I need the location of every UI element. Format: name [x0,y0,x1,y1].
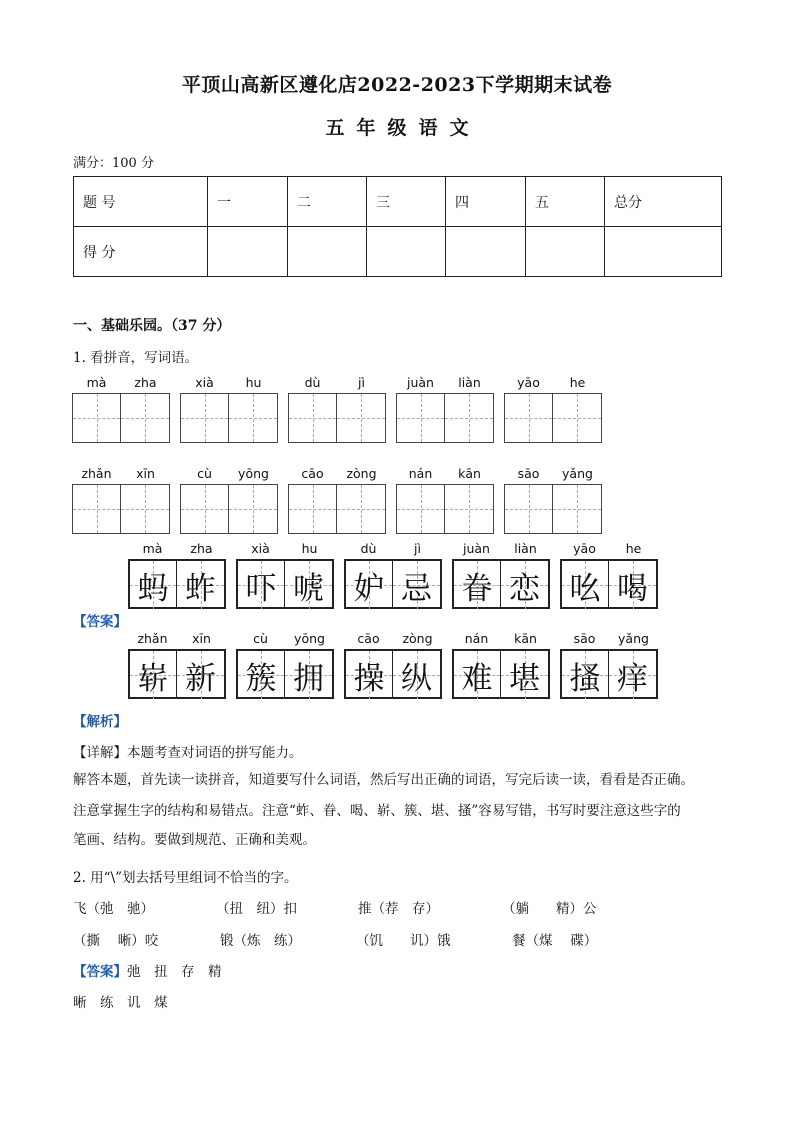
pinyin: he [569,375,586,390]
score-cell: 总分 [605,177,722,227]
pinyin-grid [504,466,602,536]
score-table-header-row [74,177,722,227]
q2-answer-line [73,960,222,980]
answer-tag: 【答案】 [73,614,127,630]
pinyin: xīn [192,631,211,646]
pinyin: cāo [357,631,380,646]
q2-answer: 弛 扭 存 精 [127,964,222,980]
pinyin: cāo [301,466,324,481]
q2-item: 餐（煤 碟） [512,933,598,949]
pinyin: mà [86,375,107,390]
pinyin: liàn [514,541,537,556]
score-table-score-row [74,227,722,277]
full-score-note: 满分：100 分 [73,156,154,171]
score-cell: 三 [367,177,446,227]
pinyin: xià [195,375,214,390]
answer-char: 操 [353,660,385,697]
pinyin: juàn [463,541,490,556]
pinyin: zhǎn [81,466,112,481]
write-cell[interactable] [505,485,553,533]
answer-char: 蚱 [185,570,216,607]
pinyin: yāo [517,375,540,390]
score-cell: 题 号 [74,177,208,227]
score-input-cell[interactable] [367,227,446,277]
score-cell: 四 [446,177,526,227]
score-input-cell[interactable] [526,227,605,277]
pinyin: yōng [294,631,325,646]
write-cell[interactable] [505,394,553,442]
detail-text: 本题考查对词语的拼写能力。 [127,745,303,761]
pinyin: nán [464,631,489,646]
pinyin: sāo [573,631,596,646]
q2-item: （饥 讥）饿 [356,933,451,949]
score-input-cell[interactable] [605,227,722,277]
answer-char: 拥 [293,660,324,697]
pinyin-grid [72,466,170,536]
q2-item: 推（荐 存） [358,901,439,917]
analysis-para: 解答本题，首先读一读拼音，知道要写什么词语，然后写出正确的词语，写完后读一读，看看是否正确。 [73,772,694,788]
q2-item: 飞（弛 驰） [73,901,154,917]
pinyin: yǎng [562,466,593,481]
score-input-cell[interactable] [208,227,288,277]
pinyin: dù [360,541,377,556]
answer-char: 崭 [137,660,169,697]
analysis-tag: 【解析】 [73,714,127,730]
pinyin: xià [251,541,270,556]
pinyin: cù [197,466,212,481]
write-cell[interactable] [445,485,493,533]
pinyin: yāo [573,541,596,556]
exam-subtitle: 五年级语文 [325,117,481,139]
pinyin-grid [72,375,170,445]
answer-grid [128,541,226,611]
pinyin: kān [514,631,537,646]
answer-grid [128,631,226,701]
pinyin: kān [458,466,481,481]
answer-grid [344,541,442,611]
answer-char: 蚂 [137,570,169,607]
score-input-cell[interactable] [446,227,526,277]
pinyin: nán [408,466,433,481]
q2-item: （撕 晰）咬 [73,933,159,949]
pinyin: mà [142,541,163,556]
pinyin: hu [245,375,262,390]
pinyin-grid [396,375,494,445]
write-cell[interactable] [121,485,169,533]
pinyin-grid [504,375,602,445]
score-cell: 一 [208,177,288,227]
pinyin: xīn [136,466,155,481]
score-input-cell[interactable] [288,227,367,277]
q2-item: （扭 纽）扣 [216,901,297,917]
answer-char: 难 [461,660,493,697]
answer-char: 喝 [617,570,648,607]
answer-char: 吓 [245,570,277,607]
answer-tag: 【答案】 [73,964,127,980]
answer-grid [236,631,334,701]
pinyin: cù [253,631,268,646]
answer-char: 纵 [401,660,432,697]
answer-char: 眷 [461,570,493,607]
pinyin: dù [304,375,321,390]
answer-grid [560,541,658,611]
pinyin: liàn [458,375,481,390]
q2-answer: 晰 练 讥 煤 [73,995,168,1011]
answer-char: 忌 [401,570,432,607]
pinyin-grid [396,466,494,536]
pinyin: yǎng [618,631,649,646]
write-cell[interactable] [553,485,601,533]
write-cell[interactable] [397,485,445,533]
answer-char: 痒 [617,660,648,697]
answer-grid [452,541,550,611]
write-cell[interactable] [337,394,385,442]
pinyin: jì [358,375,365,390]
pinyin-grid [288,375,386,445]
score-cell: 五 [526,177,605,227]
answer-grid [236,541,334,611]
answer-char: 簇 [245,660,277,697]
exam-title: 平顶山高新区遵化店2022-2023下学期期末试卷 [181,74,613,96]
answer-char: 新 [185,660,216,697]
write-cell[interactable] [229,485,277,533]
write-cell[interactable] [181,394,229,442]
score-table [73,176,722,277]
pinyin: zha [134,375,157,390]
pinyin: jì [414,541,421,556]
detail-line [73,741,303,761]
write-cell[interactable] [289,394,337,442]
answer-char: 堪 [509,660,540,697]
write-cell[interactable] [553,394,601,442]
write-cell[interactable] [181,485,229,533]
analysis-para: 注意掌握生字的结构和易错点。注意“蚱、眷、喝、崭、簇、堪、搔”容易写错，书写时要注意这些字的 [73,803,681,819]
write-cell[interactable] [289,485,337,533]
score-cell: 二 [288,177,367,227]
answer-char: 吆 [569,570,601,607]
write-cell[interactable] [337,485,385,533]
answer-grid [344,631,442,701]
write-cell[interactable] [397,394,445,442]
pinyin-grid [288,466,386,536]
pinyin-grid [180,375,278,445]
pinyin: yōng [238,466,269,481]
pinyin: zòng [402,631,433,646]
answer-grid [452,631,550,701]
score-cell: 得 分 [74,227,208,277]
pinyin: zha [190,541,213,556]
write-cell[interactable] [229,394,277,442]
pinyin-grid [180,466,278,536]
section-heading: 一、基础乐园。（37 分） [73,318,231,334]
pinyin: zòng [346,466,377,481]
write-cell[interactable] [73,485,121,533]
write-cell[interactable] [121,394,169,442]
q2-item: （躺 精）公 [502,901,597,917]
pinyin: he [625,541,642,556]
pinyin: zhǎn [137,631,168,646]
write-cell[interactable] [73,394,121,442]
answer-char: 搔 [569,660,601,697]
answer-grid [560,631,658,701]
write-cell[interactable] [445,394,493,442]
question-1: 1. 看拼音，写词语。 [73,350,199,366]
answer-char: 恋 [509,570,540,607]
question-2: 2. 用“\”划去括号里组词不恰当的字。 [73,870,298,886]
answer-char: 唬 [293,570,324,607]
detail-tag: 【详解】 [73,745,127,761]
pinyin: sāo [517,466,540,481]
analysis-para: 笔画、结构。要做到规范、正确和美观。 [73,832,316,848]
answer-char: 妒 [353,570,385,607]
pinyin: juàn [407,375,434,390]
q2-item: 锻（炼 练） [220,933,301,949]
pinyin: hu [301,541,318,556]
